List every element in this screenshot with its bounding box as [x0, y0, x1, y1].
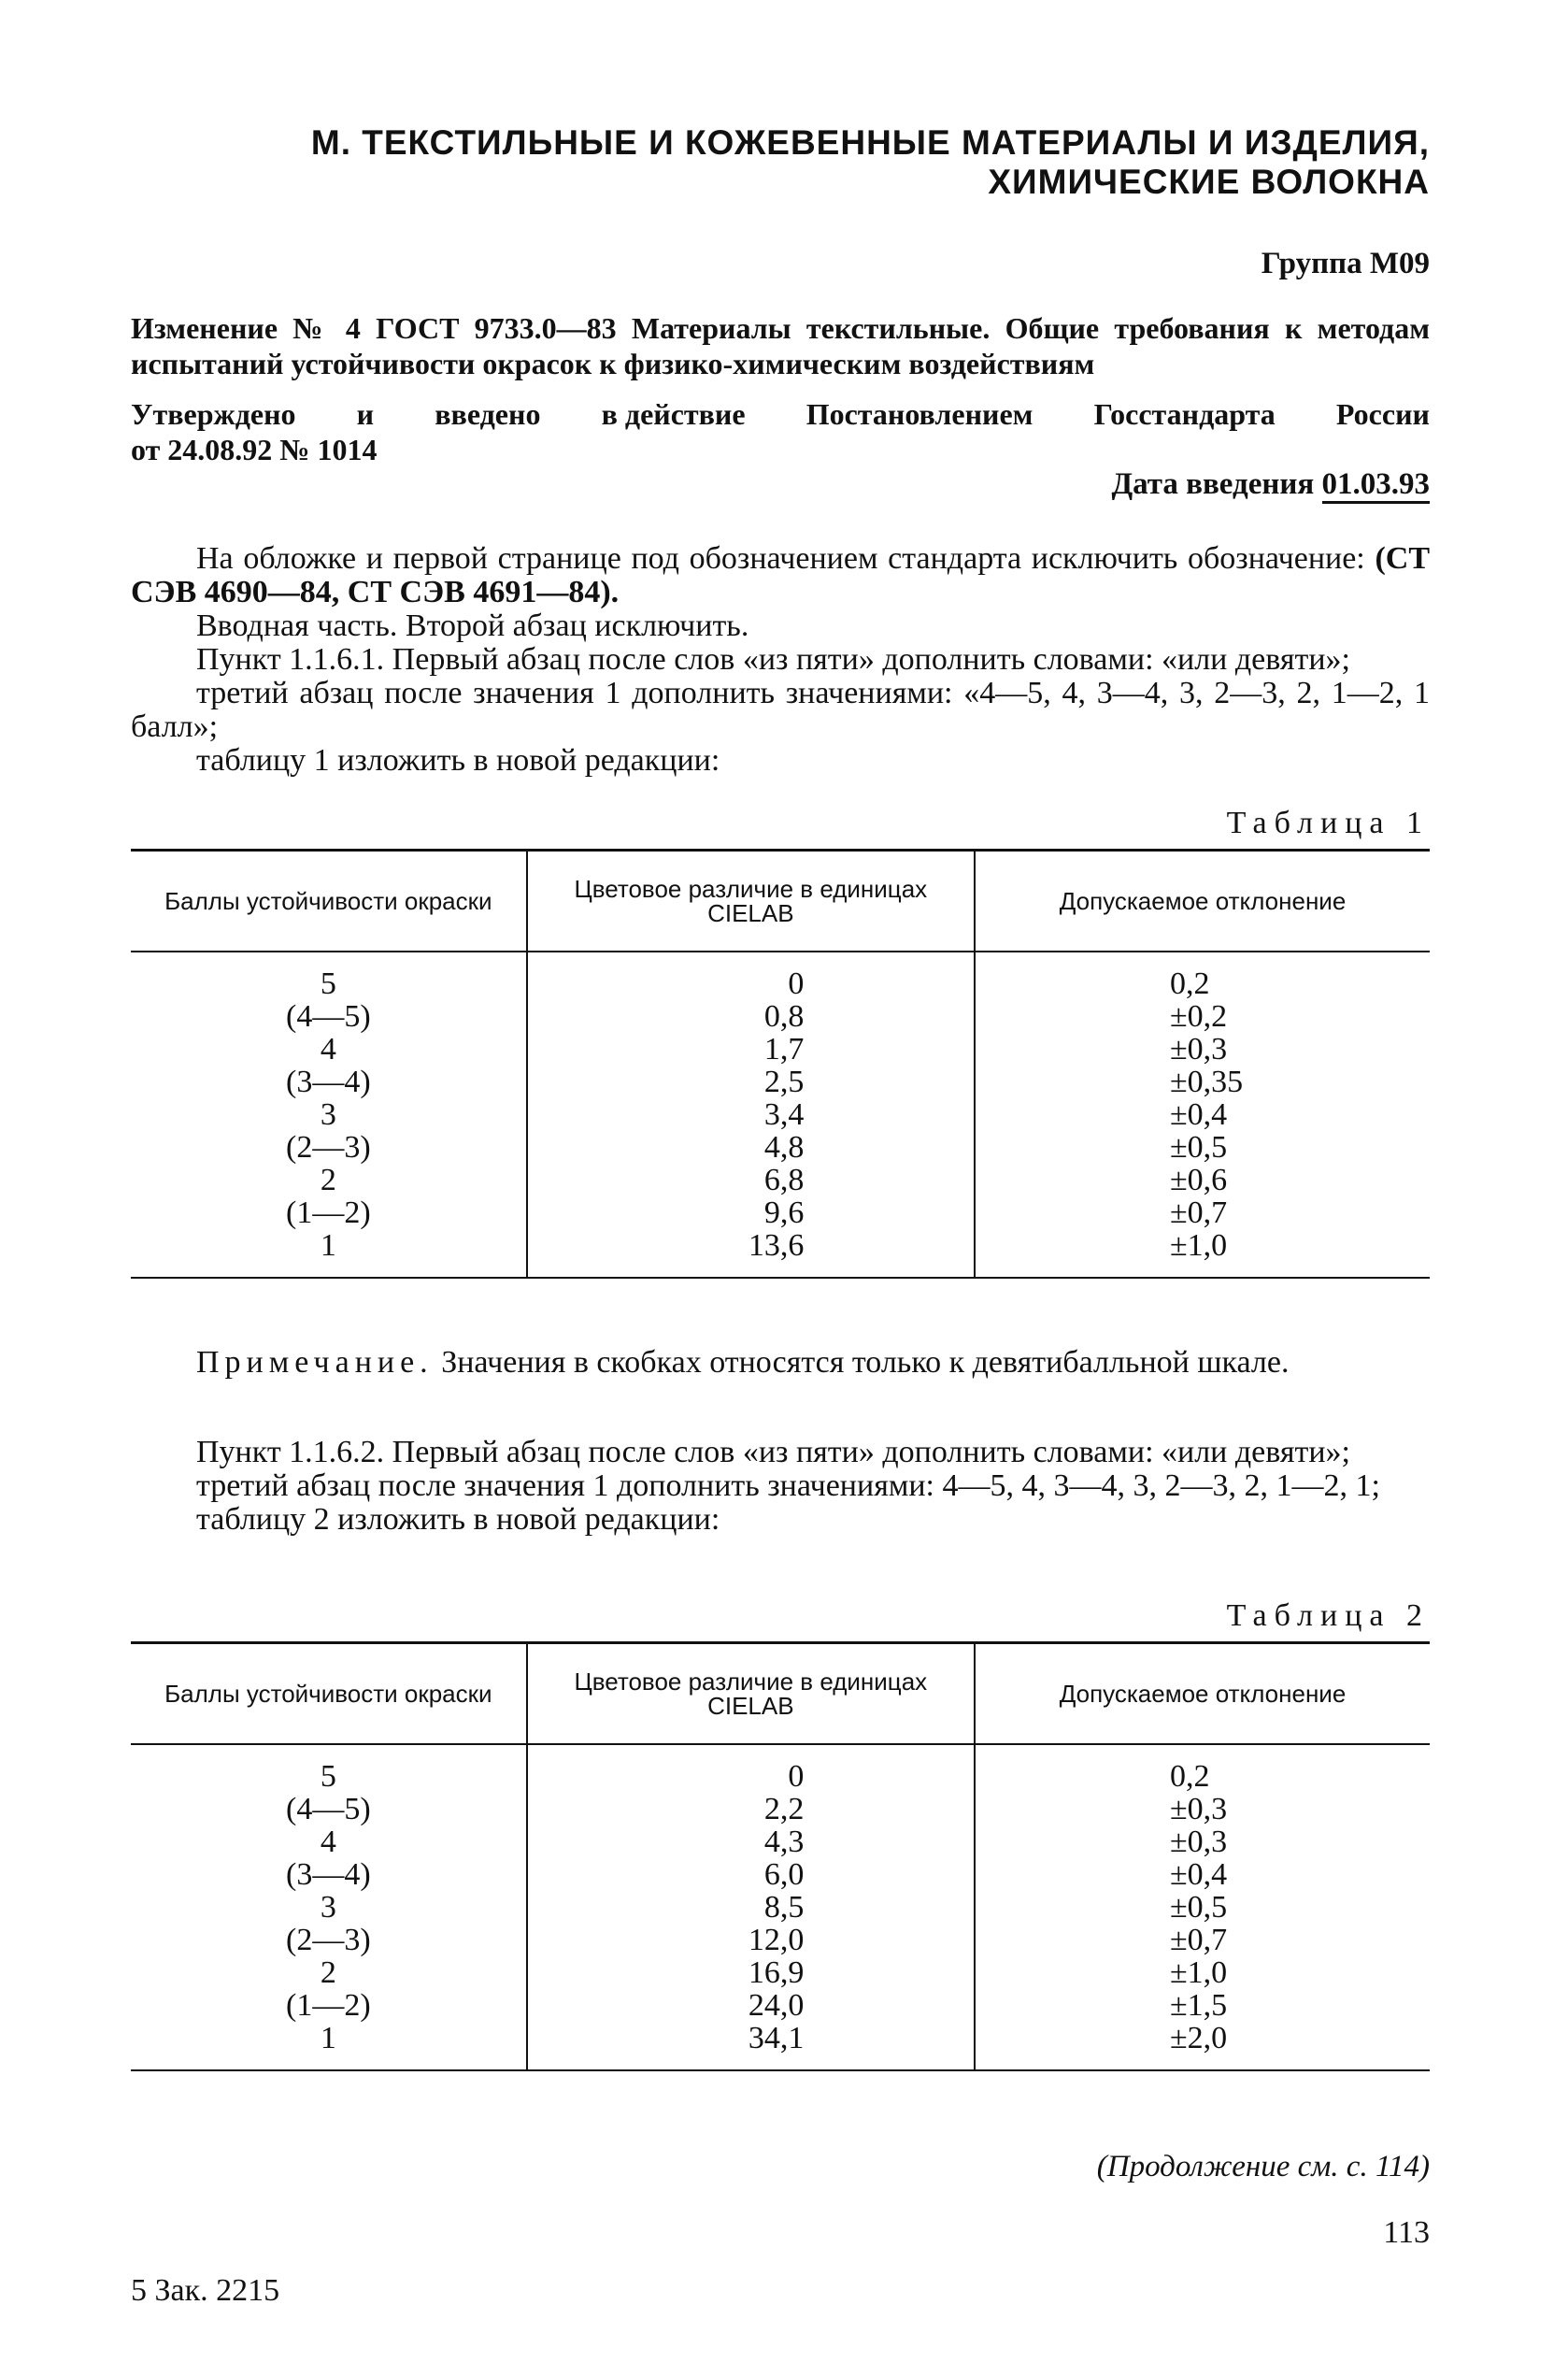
approval-date-line: от 24.08.92 № 1014	[131, 433, 378, 466]
column-header: Баллы устойчивости окраски	[131, 1643, 527, 1745]
tolerance-cell: ±2,0	[1170, 2021, 1228, 2055]
grade-cell: 5	[320, 966, 336, 1001]
difference-cell: 3,4	[763, 1097, 805, 1132]
amendment-text-2	[131, 1436, 1430, 1537]
tolerance-cell: ±0,35	[1170, 1065, 1244, 1099]
column-header: Цветовое различие в единицах CIELAB	[527, 1643, 975, 1745]
table-1	[131, 849, 1430, 1279]
tolerance-cell: ±1,0	[1170, 1228, 1228, 1263]
print-order-footer: 5 Зак. 2215	[131, 2273, 280, 2308]
introduction-date-label: Дата введения	[1111, 467, 1315, 501]
tolerance-cell: ±1,5	[1170, 1988, 1228, 2023]
difference-cell: 2,5	[763, 1065, 805, 1099]
tolerance-cell: ±1,0	[1170, 1955, 1228, 1990]
page-number: 113	[1383, 2215, 1430, 2250]
difference-cell: 6,8	[763, 1163, 805, 1197]
tolerance-cell: ±0,5	[1170, 1130, 1228, 1165]
difference-cell: 4,8	[763, 1130, 805, 1165]
table-2	[131, 1641, 1430, 2071]
difference-cell: 24,0	[748, 1988, 805, 2023]
difference-cell: 6,0	[763, 1857, 805, 1892]
approval-word: Утверждено	[131, 397, 296, 431]
grade-cell: (2—3)	[286, 1130, 371, 1165]
approval-word: России	[1335, 397, 1430, 431]
column-header: Цветовое различие в единицах CIELAB	[527, 851, 975, 952]
tolerance-cell: ±0,3	[1170, 1825, 1228, 1859]
column-header: Допускаемое отклонение	[975, 1643, 1430, 1745]
difference-cell: 16,9	[748, 1955, 805, 1990]
difference-cell: 0,8	[763, 999, 805, 1034]
tolerance-cell: ±0,7	[1170, 1195, 1228, 1230]
grade-cell: (3—4)	[286, 1857, 371, 1892]
difference-cell: 4,3	[763, 1825, 805, 1859]
approval-word: и	[356, 397, 375, 431]
section-title-line1: М. ТЕКСТИЛЬНЫЕ И КОЖЕВЕННЫЕ МАТЕРИАЛЫ И ИЗДЕЛИЯ,	[310, 123, 1430, 162]
approval-line	[131, 396, 1430, 432]
grade-cell: (1—2)	[286, 1195, 371, 1230]
grade-cell: 5	[320, 1759, 336, 1794]
tolerance-column	[975, 1751, 1430, 2064]
approval-word: в действие	[601, 397, 746, 431]
grade-cell: 3	[320, 1097, 336, 1132]
grade-cell: (3—4)	[286, 1065, 371, 1099]
tolerance-cell: ±0,7	[1170, 1923, 1228, 1957]
change-heading: Изменение № 4 ГОСТ 9733.0—83 Материалы текстильные. Общие требования к методам испытаний устойчивости окрасок к физико-химическим воздействиям	[131, 311, 1430, 380]
approval-block	[131, 396, 1430, 467]
paragraph: На обложке и первой странице под обозначением стандарта исключить обозначение: (СТ СЭВ 4690—84, СТ СЭВ 4691—84).	[131, 541, 1430, 609]
table-note	[131, 1346, 1430, 1380]
section-title	[311, 123, 1430, 202]
grade-cell: (2—3)	[286, 1923, 371, 1957]
paragraph: третий абзац после значения 1 дополнить значениями: «4—5, 4, 3—4, 3, 2—3, 2, 1—2, 1 балл»;	[131, 676, 1430, 744]
paragraph: Пункт 1.1.6.1. Первый абзац после слов «из пяти» дополнить словами: «или девяти»;	[196, 642, 1351, 677]
introduction-date	[1111, 467, 1430, 502]
grade-cell: 1	[320, 2021, 336, 2055]
table-1-caption: Таблица 1	[1226, 806, 1430, 840]
difference-cell: 2,2	[763, 1792, 805, 1826]
grade-cell: (4—5)	[286, 999, 371, 1034]
tolerance-cell: 0,2	[1170, 1759, 1210, 1794]
color-difference-column	[527, 958, 975, 1271]
grade-column	[131, 958, 527, 1271]
approval-word: Постановлением	[805, 397, 1033, 431]
paragraph: таблицу 2 изложить в новой редакции:	[196, 1502, 720, 1537]
grade-cell: 4	[320, 1825, 336, 1859]
grade-cell: 2	[320, 1163, 336, 1197]
tolerance-column	[975, 958, 1430, 1271]
tolerance-cell: ±0,4	[1170, 1097, 1228, 1132]
paragraph: третий абзац после значения 1 дополнить значениями: 4—5, 4, 3—4, 3, 2—3, 2, 1—2, 1;	[196, 1468, 1380, 1503]
tolerance-cell: ±0,5	[1170, 1890, 1228, 1925]
tolerance-cell: ±0,2	[1170, 999, 1228, 1034]
difference-cell: 0	[788, 966, 805, 1001]
group-code: Группа М09	[1261, 247, 1430, 280]
column-header: Баллы устойчивости окраски	[131, 851, 527, 952]
tolerance-cell: ±0,6	[1170, 1163, 1228, 1197]
note-label: Примечание.	[196, 1345, 434, 1380]
section-title-line2: ХИМИЧЕСКИЕ ВОЛОКНА	[988, 163, 1430, 201]
color-difference-column	[527, 1751, 975, 2064]
approval-word: Госстандарта	[1093, 397, 1276, 431]
difference-cell: 12,0	[748, 1923, 805, 1957]
approval-word: введено	[435, 397, 541, 431]
difference-cell: 34,1	[748, 2021, 805, 2055]
grade-cell: 1	[320, 1228, 336, 1263]
paragraph: Пункт 1.1.6.2. Первый абзац после слов «из пяти» дополнить словами: «или девяти»;	[196, 1435, 1351, 1469]
grade-cell: 4	[320, 1032, 336, 1066]
difference-cell: 9,6	[763, 1195, 805, 1230]
paragraph: таблицу 1 изложить в новой редакции:	[196, 743, 720, 778]
tolerance-cell: ±0,3	[1170, 1792, 1228, 1826]
grade-cell: 2	[320, 1955, 336, 1990]
table-2-caption: Таблица 2	[1226, 1598, 1430, 1633]
grade-cell: 3	[320, 1890, 336, 1925]
tolerance-cell: 0,2	[1170, 966, 1210, 1001]
difference-cell: 0	[788, 1759, 805, 1794]
document-page	[131, 0, 1430, 2362]
difference-cell: 1,7	[763, 1032, 805, 1066]
tolerance-cell: ±0,4	[1170, 1857, 1228, 1892]
note-text: Значения в скобках относятся только к девятибалльной шкале.	[433, 1345, 1290, 1380]
continuation-note: (Продолжение см. с. 114)	[1096, 2150, 1430, 2183]
difference-cell: 13,6	[748, 1228, 805, 1263]
tolerance-cell: ±0,3	[1170, 1032, 1228, 1066]
column-header: Допускаемое отклонение	[975, 851, 1430, 952]
grade-cell: (4—5)	[286, 1792, 371, 1826]
grade-cell: (1—2)	[286, 1988, 371, 2023]
amendment-text-1	[131, 542, 1430, 778]
introduction-date-value: 01.03.93	[1322, 467, 1431, 504]
bold-designation: (СТ СЭВ 4690—84, СТ СЭВ 4691—84).	[131, 541, 1430, 609]
difference-cell: 8,5	[763, 1890, 805, 1925]
paragraph: Вводная часть. Второй абзац исключить.	[196, 608, 749, 643]
grade-column	[131, 1751, 527, 2064]
